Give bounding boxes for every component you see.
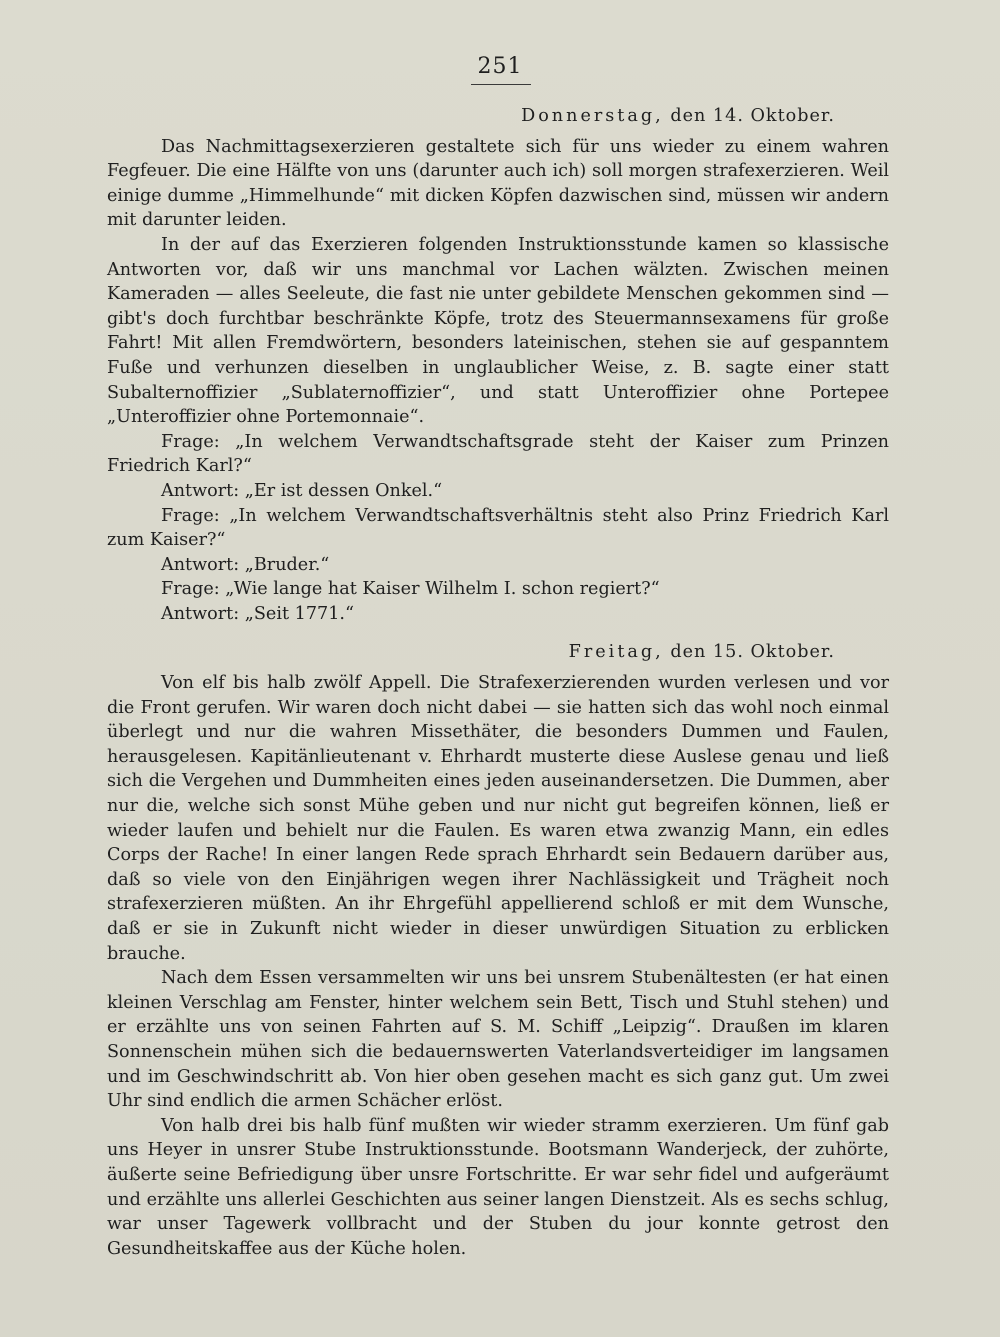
dialog-line: Frage: „Wie lange hat Kaiser Wilhelm I. schon regiert?“ (161, 579, 660, 600)
dialog-line: Antwort: „Seit 1771.“ (161, 603, 354, 624)
dateline-friday (107, 640, 889, 665)
dialog-line: Antwort: „Er ist dessen Onkel.“ (161, 480, 443, 501)
page-number: 251 (477, 54, 523, 79)
paragraph: Nach dem Essen versammelten wir uns bei unsrem Stubenältesten (er hat einen kleinen Verschlag am Fenster, hinter welchem sein Bett, Tisch und Stuhl stehen) und er erzählte uns von seinen Fahrten auf S. M. Schiff „Leipzig“. Draußen im klaren Sonnenschein mühen sich die bedauernswerten Vaterlandsverteidiger im langsamen und im Geschwindschritt ab. Von hier oben gesehen macht es sich ganz gut. Um zwei Uhr sind endlich die armen Schächer erlöst. (107, 968, 889, 1112)
dateline-day: Donnerstag, (521, 106, 664, 126)
dialog-line: Frage: „In welchem Verwandtschaftsverhältnis steht also Prinz Friedrich Karl zum Kaiser?“ (107, 505, 889, 551)
dialog-line: Frage: „In welchem Verwandtschaftsgrade steht der Kaiser zum Prinzen Friedrich Karl?“ (107, 431, 889, 477)
dateline-day: Freitag, (568, 642, 664, 663)
dateline-date: den 14. Oktober. (670, 106, 835, 126)
page-number-rule (471, 84, 531, 85)
paragraph: Von elf bis halb zwölf Appell. Die Strafexerzierenden wurden verlesen und vor die Front gerufen. Wir waren doch nicht dabei — sie hatten sich das wohl noch einmal überlegt und nur die wahren Missethäter, die besonders Dummen und Faulen, herausgelesen. Kapitänlieutenant v. Ehrhardt musterte diese Auslese genau und ließ sich die Vergehen und Dummheiten eines jeden auseinandersetzen. Die Dummen, aber nur die, welche sich sonst Mühe geben und nur nicht gut begreifen können, ließ er wieder laufen und behielt nur die Faulen. Es waren etwa zwanzig Mann, ein edles Corps der Rache! In einer langen Rede sprach Ehrhardt sein Bedauern darüber aus, daß so viele von den Einjährigen wegen ihrer Nachlässigkeit und Trägheit noch strafexerzieren müßten. An ihr Ehrgefühl appellierend schloß er mit dem Wunsche, daß er sie in Zukunft nicht wieder in dieser unwürdigen Situation zu erblicken brauche. (107, 673, 889, 964)
page-body (107, 104, 889, 1261)
dateline-date: den 15. Oktober. (670, 642, 835, 663)
paragraph: In der auf das Exerzieren folgenden Instruktionsstunde kamen so klassische Antworten vor, daß wir uns manchmal vor Lachen wälzten. Zwischen meinen Kameraden — alles Seeleute, die fast nie unter gebildete Menschen gekommen sind — gibt's doch furchtbar beschränkte Köpfe, trotz des Steuermannsexamens für große Fahrt! Mit allen Fremdwörtern, besonders lateinischen, stehen sie auf gespanntem Fuße und verhunzen dieselben in unglaublicher Weise, z. B. sagte einer statt Subalternoffizier „Sublaternoffizier“, und statt Unteroffizier ohne Portepee „Unteroffizier ohne Portemonnaie“. (107, 234, 889, 428)
dateline-thursday (107, 104, 889, 129)
dialog-line: Antwort: „Bruder.“ (161, 554, 330, 575)
paragraph: Von halb drei bis halb fünf mußten wir wieder stramm exerzieren. Um fünf gab uns Heyer in unsrer Stube Instruktionsstunde. Bootsmann Wanderjeck, der zuhörte, äußerte seine Befriedigung über unsre Fortschritte. Er war sehr fidel und aufgeräumt und erzählte uns allerlei Geschichten aus seiner langen Dienstzeit. Als es sechs schlug, war unser Tagewerk vollbracht und der Stuben du jour konnte getrost den Gesundheitskaffee aus der Küche holen. (107, 1115, 889, 1259)
paragraph: Das Nachmittagsexerzieren gestaltete sich für uns wieder zu einem wahren Fegfeuer. Die eine Hälfte von uns (darunter auch ich) soll morgen strafexerzieren. Weil einige dumme „Himmelhunde“ mit dicken Köpfen dazwischen sind, müssen wir andern mit darunter leiden. (107, 136, 889, 231)
